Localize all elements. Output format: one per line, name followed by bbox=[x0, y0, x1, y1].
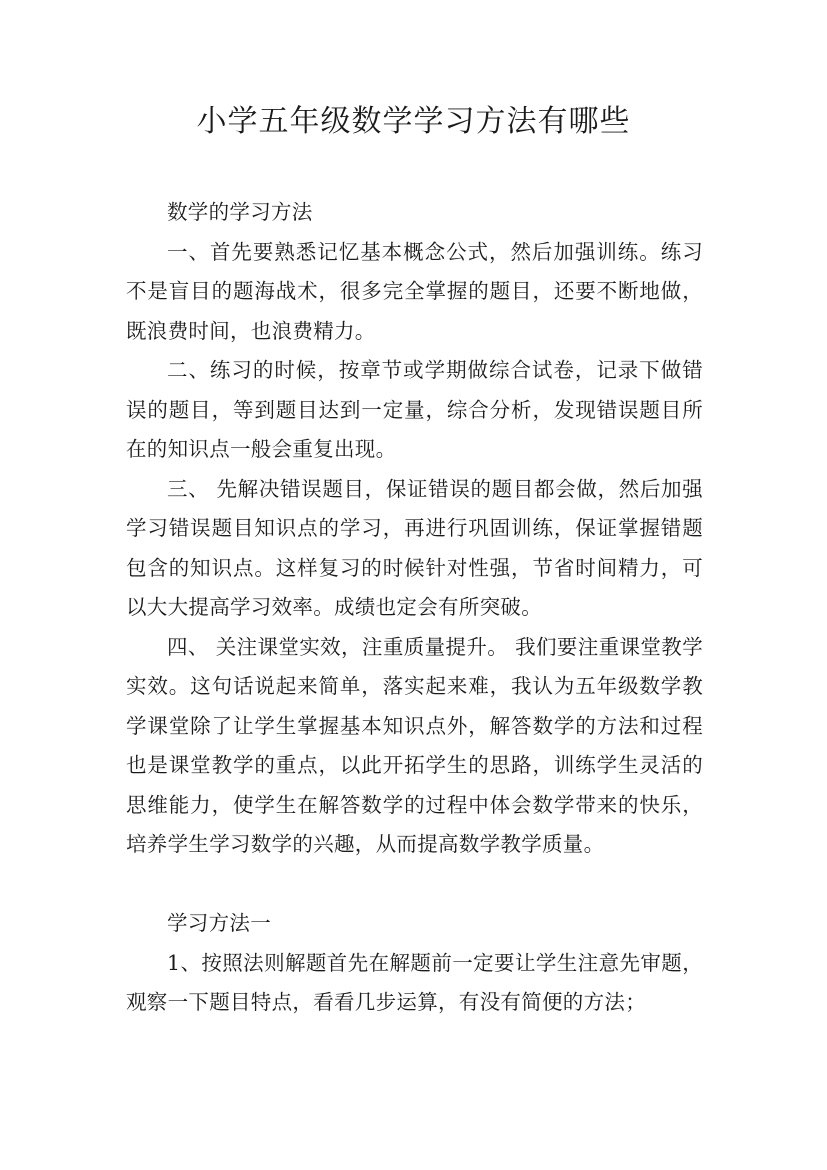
section-heading: 学习方法一 bbox=[167, 911, 271, 935]
document-body bbox=[126, 193, 703, 1023]
paragraph: 一、首先要熟悉记忆基本概念公式，然后加强训练。练习不是盲目的题海战术，很多完全掌握的题目，还要不断地做，既浪费时间，也浪费精力。 bbox=[126, 239, 703, 343]
paragraph: 三、 先解决错误题目，保证错误的题目都会做，然后加强学习错误题目知识点的学习，再进行巩固训练，保证掌握错题包含的知识点。这样复习的时候针对性强，节省时间精力，可以大大提高学习效率。成绩也定会有所突破。 bbox=[126, 476, 703, 619]
paragraph: 二、练习的时候，按章节或学期做综合试卷，记录下做错误的题目，等到题目达到一定量，综合分析，发现错误题目所在的知识点一般会重复出现。 bbox=[126, 358, 703, 461]
paragraph: 1、按照法则解题首先在解题前一定要让学生注意先审题，观察一下题目特点，看看几步运算，有没有简便的方法； bbox=[126, 950, 703, 1014]
paragraph-spacer bbox=[126, 865, 703, 905]
document-title: 小学五年级数学学习方法有哪些 bbox=[196, 104, 631, 139]
section-heading: 数学的学习方法 bbox=[167, 200, 313, 224]
paragraph: 四、 关注课堂实效，注重质量提升。 我们要注重课堂教学实效。这句话说起来简单，落实起来难，我认为五年级数学教学课堂除了让学生掌握基本知识点外，解答数学的方法和过程也是课堂教学的重点，以此开拓学生的思路，训练学生灵活的思维能力，使学生在解答数学的过程中体会数学带来的快乐，培养学生学习数学的兴趣，从而提高数学教学质量。 bbox=[126, 634, 703, 856]
